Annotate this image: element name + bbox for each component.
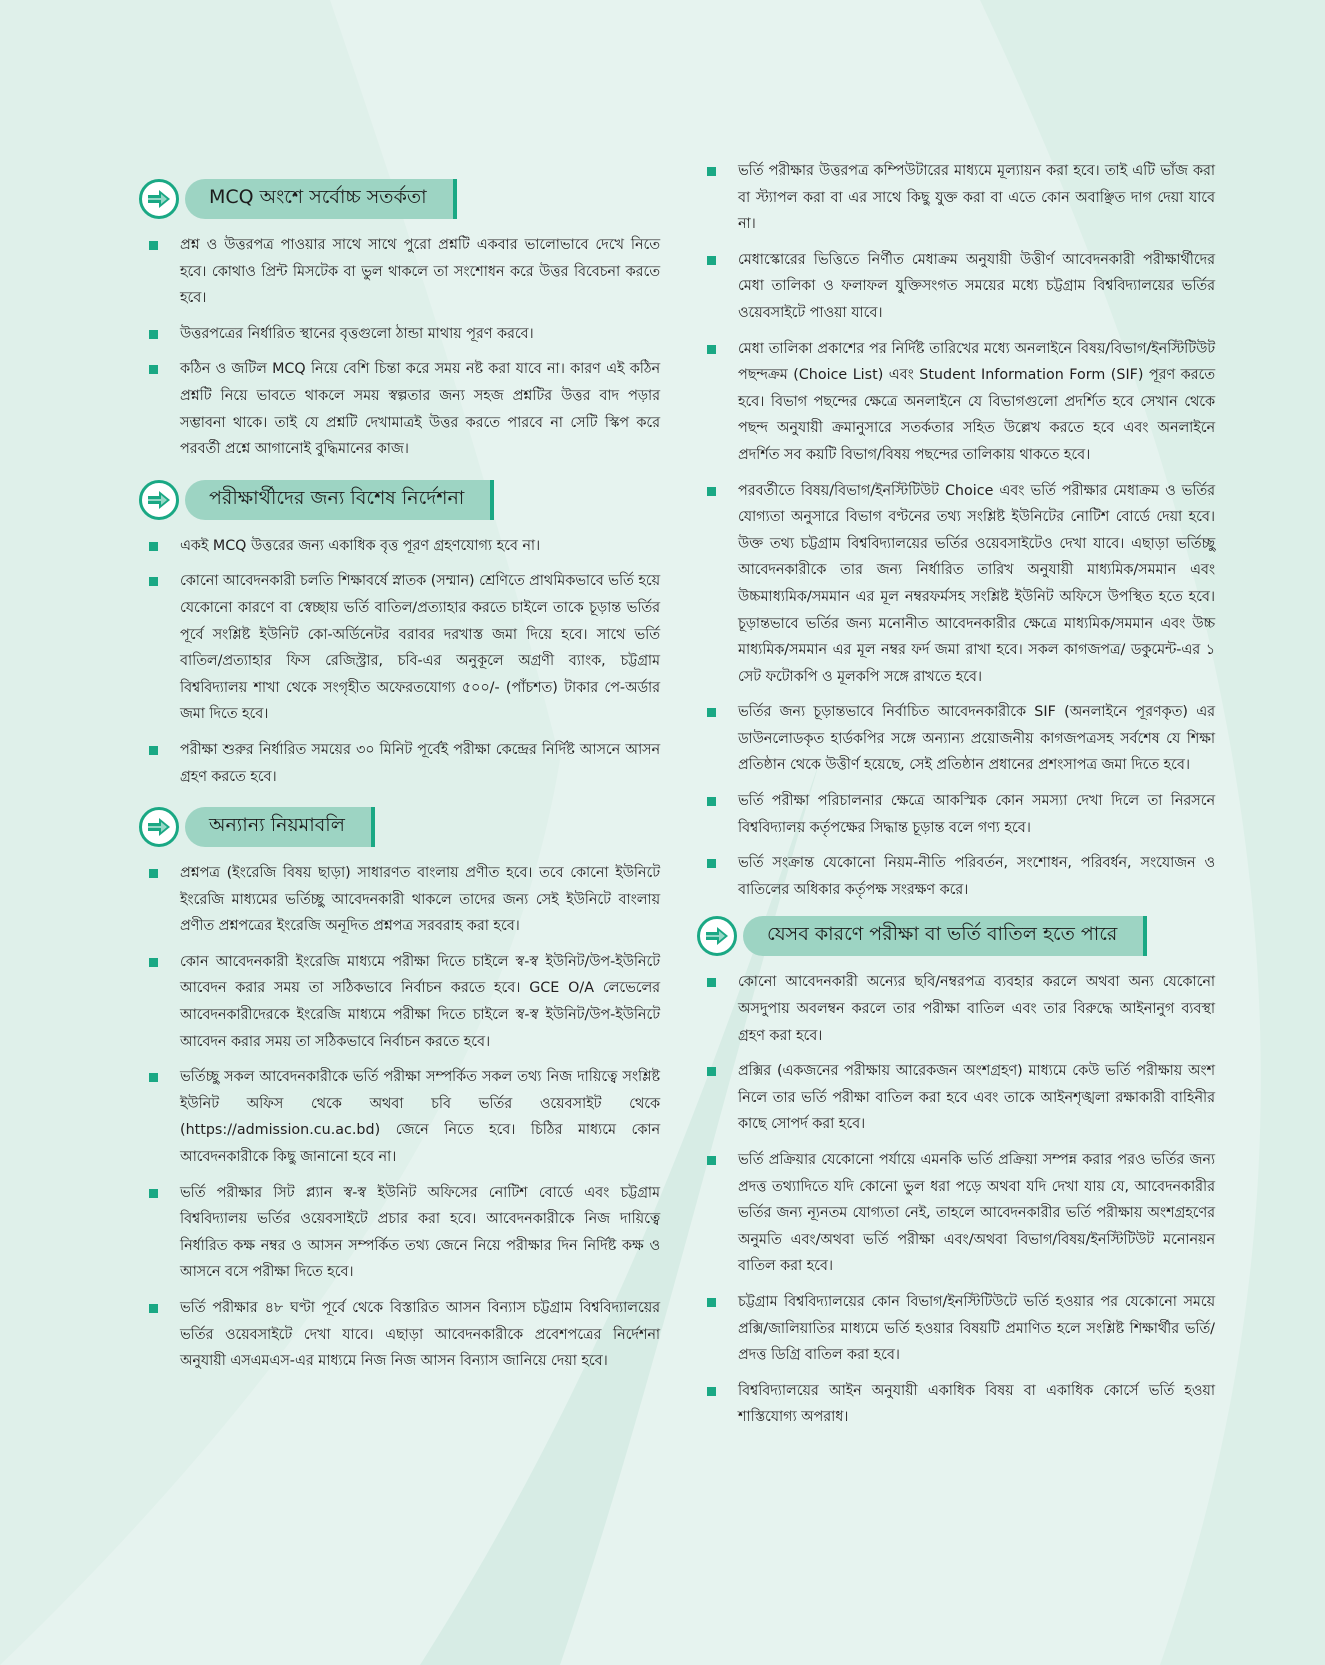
list-item [143, 1064, 660, 1170]
bullet-list [143, 533, 660, 790]
list-item [143, 949, 660, 1055]
section-heading [139, 804, 660, 850]
list-item-text: মেধাস্কোরের ভিত্তিতে নির্ণীত মেধাক্রম অনুযায়ী উত্তীর্ণ আবেদনকারী পরীক্ষার্থীদের মেধা তালিকা ও ফলাফল যুক্তিসংগত সময়ের মধ্যে চট্টগ্রাম বিশ্ববিদ্যালয়ের ভর্তির ওয়েবসাইটে পাওয়া যাবে। [738, 251, 1215, 321]
list-item [701, 850, 1215, 903]
list-item-text: কঠিন ও জটিল MCQ নিয়ে বেশি চিন্তা করে সময় নষ্ট করা যাবে না। কারণ এই কঠিন প্রশ্নটি নিয়ে ভাবতে থাকলে সময় স্বল্পতার জন্য সহজ প্রশ্নটির উত্তর বাদ পড়ার সম্ভাবনা থাকে। তাই যে প্রশ্নটি দেখামাত্রই উত্তর করতে পারবে না সেটি স্কিপ করে পরবর্তী প্রশ্নে আগানোই বুদ্ধিমানের কাজ। [180, 361, 660, 458]
square-bullet-icon [707, 487, 716, 496]
list-item [143, 1180, 660, 1286]
list-item [701, 969, 1215, 1049]
list-item-text: কোন আবেদনকারী ইংরেজি মাধ্যমে পরীক্ষা দিতে চাইলে স্ব-স্ব ইউনিট/উপ-ইউনিটে আবেদন করার সময় তা সঠিকভাবে নির্বাচন করতে হবে। GCE O/A লেভেলের আবেদনকারীদেরকে ইংরেজি মাধ্যমে পরীক্ষা দিতে চাইলে স্ব-স্ব ইউনিট/উপ-ইউনিটে আবেদন করার সময় তা সঠিকভাবে নির্বাচন করতে হবে। [180, 953, 660, 1050]
section-heading-label: পরীক্ষার্থীদের জন্য বিশেষ নির্দেশনা [185, 480, 494, 520]
list-item-text: কোনো আবেদনকারী চলতি শিক্ষাবর্ষে স্নাতক (সম্মান) শ্রেণিতে প্রাথমিকভাবে ভর্তি হয়ে যেকোনো কারণে বা স্বেচ্ছায় ভর্তি বাতিল/প্রত্যাহার করতে চাইলে তাকে চূড়ান্ত ভর্তির পূর্বে সংশ্লিষ্ট ইউনিট কো-অর্ডিনেটর বরাবর দরখাস্ত জমা দিয়ে হবে। সাথে ভর্তি বাতিল/প্রত্যাহার ফিস রেজিস্ট্রার, চবি-এর অনুকূলে অগ্রণী ব্যাংক, চট্টগ্রাম বিশ্ববিদ্যালয় শাখা থেকে সংগৃহীত অফেরতযোগ্য ৫০০/- (পাঁচশত) টাকার পে-অর্ডার জমা দিতে হবে। [180, 573, 660, 723]
list-item-text: একই MCQ উত্তরের জন্য একাধিক বৃত্ত পূরণ গ্রহণযোগ্য হবে না। [180, 537, 541, 554]
list-item-text: প্রক্সির (একজনের পরীক্ষায় আরেকজন অংশগ্রহণ) মাধ্যমে কেউ ভর্তি পরীক্ষায় অংশ নিলে তার ভর্তি পরীক্ষা বাতিল করা হবে এবং তাকে আইনশৃঙ্খলা রক্ষাকারী বাহিনীর কাছে সোপর্দ করা হবে। [738, 1063, 1215, 1133]
list-item [701, 699, 1215, 779]
list-item [701, 478, 1215, 691]
section-heading-label: অন্যান্য নিয়মাবলি [185, 807, 375, 847]
left-column-section-2 [143, 477, 660, 790]
list-item-text: ভর্তি পরীক্ষার উত্তরপত্র কম্পিউটারের মাধ্যমে মূল্যায়ন করা হবে। তাই এটি ভাঁজ করা বা স্ট্যাপল করা বা এর সাথে কিছু যুক্ত করা বা এতে কোন অবাঞ্ছিত দাগ দেয়া যাবে না। [738, 163, 1215, 233]
square-bullet-icon [707, 1387, 716, 1396]
square-bullet-icon [707, 978, 716, 987]
section-heading [139, 176, 660, 222]
list-item [143, 568, 660, 728]
list-item [701, 788, 1215, 841]
list-item-text: প্রশ্নপত্র (ইংরেজি বিষয় ছাড়া) সাধারণত বাংলায় প্রণীত হবে। তবে কোনো ইউনিটে ইংরেজি মাধ্যমের ভর্তিচ্ছু আবেদনকারী থাকলে তাদের জন্য সেই ইউনিটে বাংলায় প্রণীত প্রশ্নপত্রের ইংরেজি অনূদিত প্রশ্নপত্র সরবরাহ করা হবে। [180, 865, 660, 935]
section-heading-label: MCQ অংশে সর্বোচ্চ সতর্কতা [185, 179, 457, 219]
arrow-right-icon [697, 916, 737, 956]
list-item [143, 321, 660, 348]
square-bullet-icon [149, 746, 158, 755]
section-heading [139, 477, 660, 523]
square-bullet-icon [707, 167, 716, 176]
list-item [701, 1289, 1215, 1369]
square-bullet-icon [149, 869, 158, 878]
list-item-text: উত্তরপত্রের নির্ধারিত স্থানের বৃত্তগুলো ঠান্ডা মাথায় পূরণ করবে। [180, 325, 534, 342]
left-column [143, 166, 660, 1384]
square-bullet-icon [707, 1298, 716, 1307]
bullet-list [701, 158, 1215, 903]
list-item [701, 336, 1215, 469]
right-column-section-1 [701, 158, 1215, 903]
square-bullet-icon [707, 256, 716, 265]
list-item-text: পরীক্ষা শুরুর নির্ধারিত সময়ের ৩০ মিনিট পূর্বেই পরীক্ষা কেন্দ্রের নির্দিষ্ট আসনে আসন গ্রহণ করতে হবে। [180, 741, 660, 785]
square-bullet-icon [707, 797, 716, 806]
list-item-text: মেধা তালিকা প্রকাশের পর নির্দিষ্ট তারিখের মধ্যে অনলাইনে বিষয়/বিভাগ/ইনস্টিটিউট পছন্দক্রম (Choice List) এবং Student Information Form (SIF) পূরণ করতে হবে। বিভাগ পছন্দের ক্ষেত্রে অনলাইনে যে বিভাগগুলো প্রদর্শিত হবে সেখান থেকে পছন্দ অনুযায়ী ক্রমানুসারে সতর্কতার সহিত উল্লেখ করতে হবে এবং অনলাইনে প্রদর্শিত সব কয়টি বিভাগ/বিষয় পছন্দের তালিকায় থাকতে হবে। [738, 340, 1215, 463]
square-bullet-icon [149, 241, 158, 250]
square-bullet-icon [149, 1304, 158, 1313]
list-item [701, 1058, 1215, 1138]
square-bullet-icon [707, 859, 716, 868]
list-item [701, 1147, 1215, 1280]
list-item [701, 247, 1215, 327]
bullet-list [143, 860, 660, 1375]
square-bullet-icon [149, 577, 158, 586]
arrow-right-icon [139, 807, 179, 847]
bullet-list [701, 969, 1215, 1431]
list-item-text: বিশ্ববিদ্যালয়ের আইন অনুযায়ী একাধিক বিষয় বা একাধিক কোর্সে ভর্তি হওয়া শাস্তিযোগ্য অপরাধ। [738, 1382, 1215, 1426]
list-item-text: চট্টগ্রাম বিশ্ববিদ্যালয়ের কোন বিভাগ/ইনস্টিটিউটে ভর্তি হওয়ার পর যেকোনো সময়ে প্রক্সি/জালিয়াতির মাধ্যমে ভর্তি হওয়ার বিষয়টি প্রমাণিত হলে সংশ্লিষ্ট শিক্ষার্থীর ভর্তি/প্রদত্ত ডিগ্রি বাতিল করা হবে। [738, 1293, 1215, 1364]
list-item-text: ভর্তি পরীক্ষার ৪৮ ঘণ্টা পূর্বে থেকে বিস্তারিত আসন বিন্যাস চট্টগ্রাম বিশ্ববিদ্যালয়ের ভর্তির ওয়েবসাইটে দেখা যাবে। এছাড়া আবেদনকারীকে প্রবেশপত্রের নির্দেশনা অনুযায়ী এসএমএস-এর মাধ্যমে নিজ নিজ আসন বিন্যাস জানিয়ে দেয়া হবে। [180, 1300, 660, 1370]
list-item-text: ভর্তিচ্ছু সকল আবেদনকারীকে ভর্তি পরীক্ষা সম্পর্কিত সকল তথ্য নিজ দায়িত্বে সংশ্লিষ্ট ইউনিট অফিস থেকে অথবা চবি ভর্তির ওয়েবসাইট থেকে (https://admission.cu.ac.bd) জেনে নিতে হবে। চিঠির মাধ্যমে কোন আবেদনকারীকে কিছু জানানো হবে না। [180, 1069, 660, 1166]
bullet-list [143, 232, 660, 463]
section-heading [697, 913, 1215, 959]
list-item [143, 737, 660, 790]
right-column [701, 158, 1215, 1440]
list-item [143, 1295, 660, 1375]
square-bullet-icon [707, 708, 716, 717]
square-bullet-icon [707, 1156, 716, 1165]
square-bullet-icon [149, 365, 158, 374]
list-item-text: প্রশ্ন ও উত্তরপত্র পাওয়ার সাথে সাথে পুরো প্রশ্নটি একবার ভালোভাবে দেখে নিতে হবে। কোথাও প্রিন্ট মিসটেক বা ভুল থাকলে তা সংশোধন করে উত্তর বিবেচনা করতে হবে। [180, 237, 660, 307]
right-column-section-2 [701, 913, 1215, 1431]
list-item-text: ভর্তি পরীক্ষার সিট প্ল্যান স্ব-স্ব ইউনিট অফিসের নোটিশ বোর্ডে এবং চট্টগ্রাম বিশ্ববিদ্যালয় ভর্তির ওয়েবসাইটে প্রচার করা হবে। আবেদনকারীকে নিজ দায়িত্বে নির্ধারিত কক্ষ নম্বর ও আসন সম্পর্কিত তথ্য জেনে নিয়ে পরীক্ষার দিন নির্দিষ্ট কক্ষ ও আসনে বসে পরীক্ষা দিতে হবে। [180, 1184, 660, 1281]
list-item [701, 158, 1215, 238]
section-heading-label: যেসব কারণে পরীক্ষা বা ভর্তি বাতিল হতে পারে [743, 916, 1147, 956]
list-item [701, 1378, 1215, 1431]
list-item-text: ভর্তির জন্য চূড়ান্তভাবে নির্বাচিত আবেদনকারীকে SIF (অনলাইনে পূরণকৃত) এর ডাউনলোডকৃত হার্ডকপির সঙ্গে অন্যান্য প্রয়োজনীয় কাগজপত্রসহ সর্বশেষ যে শিক্ষা প্রতিষ্ঠান থেকে উত্তীর্ণ হয়েছে, সেই প্রতিষ্ঠান প্রধানের প্রশংসাপত্র জমা দিতে হবে। [738, 704, 1215, 774]
left-column-section-1 [143, 176, 660, 463]
square-bullet-icon [149, 958, 158, 967]
list-item-text: পরবর্তীতে বিষয়/বিভাগ/ইনস্টিটিউট Choice এবং ভর্তি পরীক্ষার মেধাক্রম ও ভর্তির যোগ্যতা অনুসারে বিভাগ বণ্টনের তথ্য সংশ্লিষ্ট ইউনিটের নোটিশ বোর্ডে দেয়া হবে। উক্ত তথ্য চট্টগ্রাম বিশ্ববিদ্যালয়ের ভর্তির ওয়েবসাইটেও দেখা যাবে। এছাড়া ভর্তিচ্ছু আবেদনকারীকে তার জন্য নির্ধারিত তারিখ অনুযায়ী মাধ্যমিক/সমমান এবং উচ্চমাধ্যমিক/সমমান এর মূল নম্বরফর্মসহ সংশ্লিষ্ট ইউনিট অফিসে উপস্থিত হতে হবে। চূড়ান্তভাবে ভর্তির জন্য মনোনীত আবেদনকারীর ক্ষেত্রে মাধ্যমিক/সমমান এবং উচ্চ মাধ্যমিক/সমমান এর মূল নম্বর ফর্দ জমা রাখা হবে। সকল কাগজপত্র/ ডকুমেন্ট-এর ১ সেট ফটোকপি ও মূলকপি সঙ্গে রাখতে হবে। [738, 482, 1215, 685]
list-item [143, 533, 660, 560]
left-column-section-3 [143, 804, 660, 1375]
list-item [143, 232, 660, 312]
arrow-right-icon [139, 480, 179, 520]
square-bullet-icon [149, 542, 158, 551]
list-item-text: ভর্তি প্রক্রিয়ার যেকোনো পর্যায়ে এমনকি ভর্তি প্রক্রিয়া সম্পন্ন করার পরও ভর্তির জন্য প্রদত্ত তথ্যাদিতে যদি কোনো ভুল ধরা পড়ে অথবা যদি দেখা যায় যে, আবেদনকারীর ভর্তির জন্য ন্যূনতম যোগ্যতা নেই, তাহলে আবেদনকারীর ভর্তি পরীক্ষায় অংশগ্রহণের অনুমতি এবং/অথবা ভর্তি পরীক্ষা এবং/অথবা বিভাগ/বিষয়/ইনস্টিটিউট মনোনয়ন বাতিল করা হবে। [738, 1152, 1215, 1275]
square-bullet-icon [149, 330, 158, 339]
list-item [143, 356, 660, 462]
list-item [143, 860, 660, 940]
square-bullet-icon [149, 1073, 158, 1082]
arrow-right-icon [139, 179, 179, 219]
square-bullet-icon [707, 345, 716, 354]
square-bullet-icon [149, 1189, 158, 1198]
square-bullet-icon [707, 1067, 716, 1076]
list-item-text: ভর্তি পরীক্ষা পরিচালনার ক্ষেত্রে আকস্মিক কোন সমস্যা দেখা দিলে তা নিরসনে বিশ্ববিদ্যালয় কর্তৃপক্ষের সিদ্ধান্ত চূড়ান্ত বলে গণ্য হবে। [738, 793, 1215, 836]
list-item-text: ভর্তি সংক্রান্ত যেকোনো নিয়ম-নীতি পরিবর্তন, সংশোধন, পরিবর্ধন, সংযোজন ও বাতিলের অধিকার কর্তৃপক্ষ সংরক্ষণ করে। [738, 855, 1215, 898]
list-item-text: কোনো আবেদনকারী অন্যের ছবি/নম্বরপত্র ব্যবহার করলে অথবা অন্য যেকোনো অসদুপায় অবলম্বন করলে তার পরীক্ষা বাতিল এবং তার বিরুদ্ধে আইনানুগ ব্যবস্থা গ্রহণ করা হবে। [738, 974, 1215, 1044]
